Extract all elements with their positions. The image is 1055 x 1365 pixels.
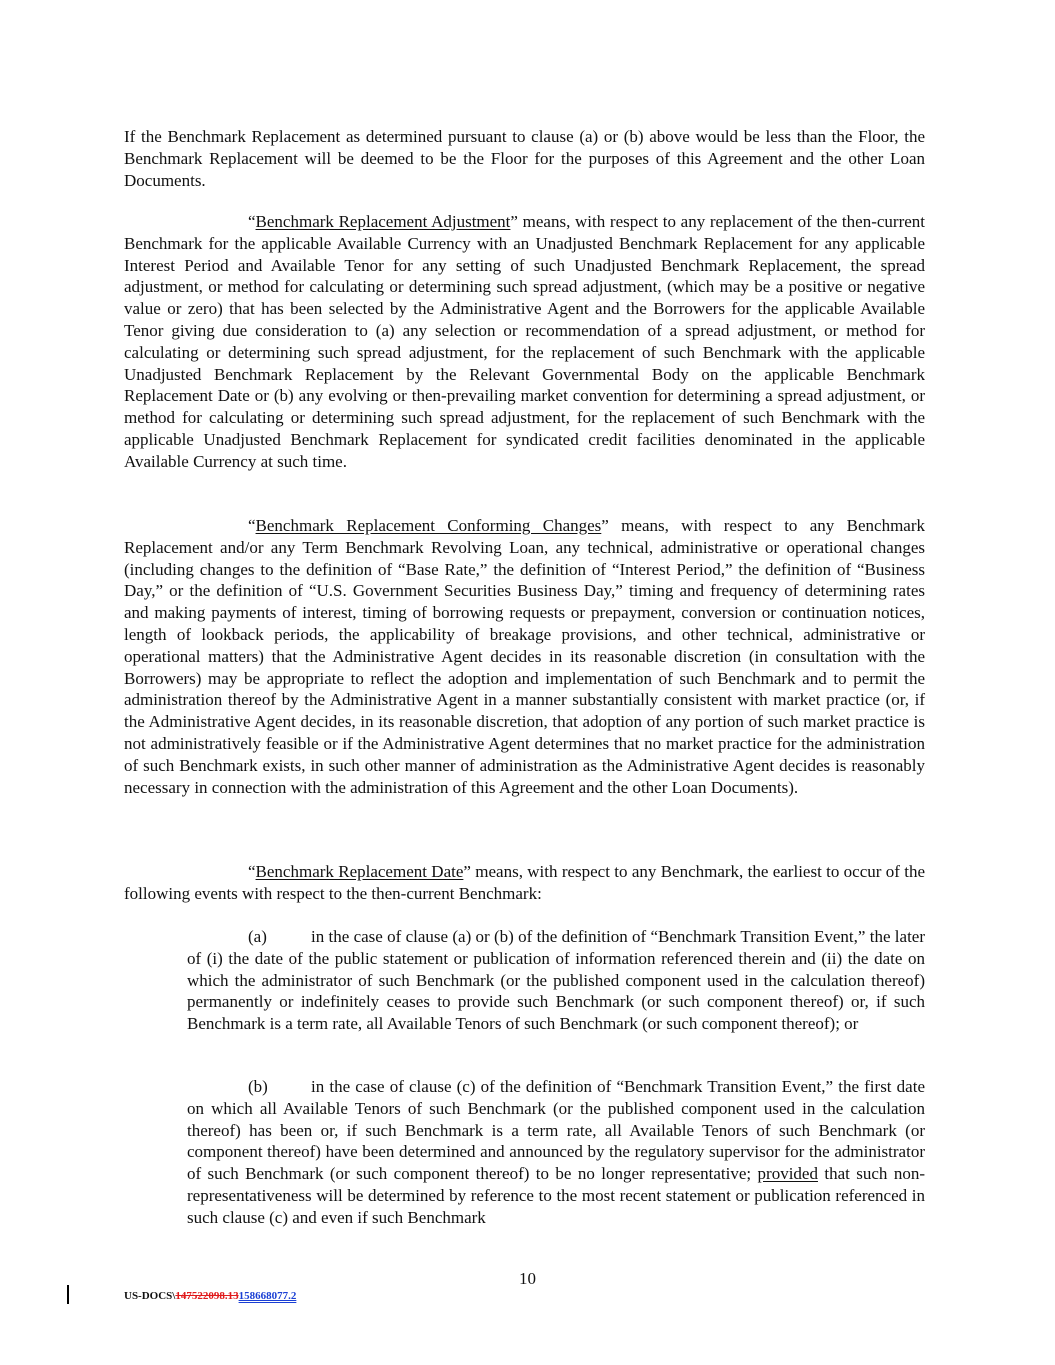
defined-term: Benchmark Replacement Conforming Changes: [255, 516, 602, 535]
inserted-doc-id: 158668077.2: [238, 1290, 297, 1302]
clause-text: in the case of clause (c) of the definition of “Benchmark Transition Event,” the first date on which all Available Tenors of such Benchmark (or the published component used in the calculation thereof) has been or, if such Benchmark is a term rate, all Available Tenors of such Benchmark (or component thereof) have been determined and announced by the regulatory supervisor for the administrator of such Benchmark (or such component thereof) to be no longer representative;: [187, 1077, 925, 1184]
change-bar: [67, 1285, 69, 1304]
open-quote: “: [248, 516, 256, 535]
clause-label: (a): [248, 927, 267, 946]
definition-text: ” means, with respect to any replacement of the then-current Benchmark for the applicable Available Currency with an Unadjusted Benchmark Replacement for any applicable Interest Period and Available Tenor for any setting of such Unadjusted Benchmark Replacement, the spread adjustment, or method for calculating or determining such spread adjustment, (which may be a positive or negative value or zero) that has been selected by the Administrative Agent and the Borrowers for the applicable Available Tenor giving due consideration to (a) any selection or recommendation of a spread adjustment, or method for calculating or determining such spread adjustment, for the replacement of such Benchmark with the applicable Unadjusted Benchmark Replacement by the Relevant Governmental Body on the applicable Benchmark Replacement Date or (b) any evolving or then-prevailing market convention for determining a spread adjustment, or method for calculating or determining such spread adjustment, for the replacement of such Benchmark with the applicable Unadjusted Benchmark Replacement for syndicated credit facilities denominated in the applicable Available Currency at such time.: [124, 212, 926, 471]
paragraph-text: If the Benchmark Replacement as determined pursuant to clause (a) or (b) above would be less than the Floor, the Benchmark Replacement will be deemed to be the Floor for the purposes of this Agreement and the other Loan Documents.: [124, 127, 925, 190]
clause-label: (b): [248, 1077, 268, 1096]
clause-text-continued: that such non-representativeness will be determined by reference to the most recent statement or publication referenced in such clause (c) and even if such Benchmark: [187, 1164, 925, 1227]
doc-prefix: US-DOCS\: [124, 1290, 176, 1302]
defined-term: Benchmark Replacement Adjustment: [255, 212, 511, 231]
document-id: [124, 1290, 296, 1303]
clause-text: in the case of clause (a) or (b) of the definition of “Benchmark Transition Event,” the later of (i) the date of the public statement or publication of information referenced therein and (ii) the date on which the administrator of such Benchmark (or the published component used in the calculation thereof) permanently or indefinitely ceases to provide such Benchmark (or such component thereof) or, if such Benchmark is a term rate, all Available Tenors of such Benchmark (or such component thereof); or: [187, 927, 925, 1034]
open-quote: “: [248, 862, 256, 881]
definition-benchmark-replacement-adjustment: [124, 211, 925, 473]
deleted-doc-id: 147522098.13: [175, 1290, 239, 1302]
definition-benchmark-replacement-conforming-changes: [124, 515, 925, 798]
open-quote: “: [248, 212, 256, 231]
defined-term: Benchmark Replacement Date: [255, 862, 464, 881]
subclause-b: [187, 1076, 925, 1229]
paragraph-floor: [124, 126, 925, 191]
subclause-a: [187, 926, 925, 1035]
provided-term: provided: [757, 1164, 818, 1184]
definition-text: ” means, with respect to any Benchmark Replacement and/or any Term Benchmark Revolving Loan, any technical, administrative or operational changes (including changes to the definition of “Base Rate,” the definition of “Interest Period,” the definition of “Business Day,” or the definition of “U.S. Government Securities Business Day,” timing and frequency of determining rates and making payments of interest, timing of borrowing requests or prepayment, conversion or continuation notices, length of lookback periods, the applicability of breakage provisions, and other technical, administrative or operational matters) that the Administrative Agent decides in its reasonable discretion (in consultation with the Borrowers) may be appropriate to reflect the adoption and implementation of such Benchmark and to permit the administration thereof by the Administrative Agent in a manner substantially consistent with market practice (or, if the Administrative Agent decides, in its reasonable discretion, that adoption of any portion of such market practice is not administratively feasible or if the Administrative Agent determines that no market practice for the administration of such Benchmark exists, in such other manner of administration as the Administrative Agent decides is reasonably necessary in connection with the administration of this Agreement and the other Loan Documents).: [124, 516, 925, 797]
definition-benchmark-replacement-date: [124, 861, 925, 905]
page-number: 10: [519, 1269, 536, 1288]
definition-text: ” means, with respect to any Benchmark, the earliest to occur of the following events with respect to the then-current Benchmark:: [124, 862, 926, 903]
